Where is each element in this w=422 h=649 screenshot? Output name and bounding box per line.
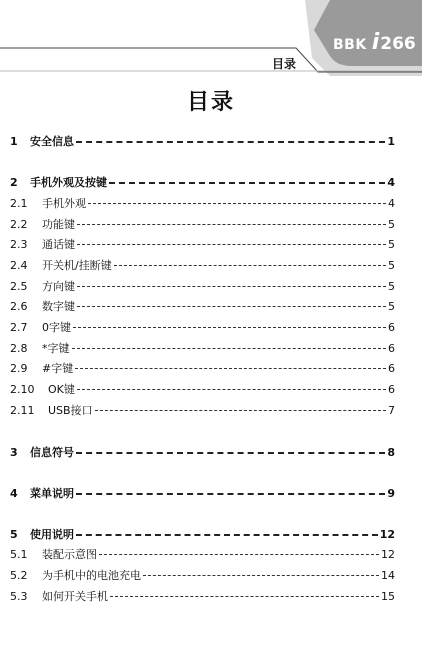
toc-entry-1[interactable]	[10, 133, 395, 149]
toc-page: 1	[387, 134, 395, 148]
toc-page: 4	[388, 196, 395, 210]
toc-number: 3	[10, 445, 18, 459]
toc-page: 5	[388, 299, 395, 313]
toc-page: 14	[381, 568, 395, 582]
toc-entry-2-1[interactable]	[10, 195, 395, 211]
toc-page: 5	[388, 237, 395, 251]
toc-title: #字键	[42, 362, 74, 375]
toc-entry-2-3[interactable]	[10, 236, 395, 252]
toc-leader	[114, 265, 386, 266]
toc-entry-5[interactable]	[10, 526, 395, 542]
toc-leader	[109, 182, 385, 184]
toc-leader	[95, 410, 386, 411]
toc-number: 2.6	[10, 299, 28, 313]
toc-number: 5.3	[10, 589, 28, 603]
toc-title: 安全信息	[30, 135, 74, 148]
toc-page: 9	[387, 486, 395, 500]
toc-page: 12	[381, 547, 395, 561]
toc-leader	[110, 596, 379, 597]
toc-number: 4	[10, 486, 18, 500]
toc-entry-2-7[interactable]	[10, 319, 395, 335]
toc-title: 数字键	[42, 300, 75, 313]
toc-entry-2-5[interactable]	[10, 278, 395, 294]
toc-title: 菜单说明	[30, 487, 74, 500]
toc-number: 5.1	[10, 547, 28, 561]
toc-leader	[77, 224, 386, 225]
toc-entry-2-9[interactable]	[10, 360, 395, 376]
toc-entry-3[interactable]	[10, 444, 395, 460]
toc-title: 开关机/挂断键	[42, 259, 112, 272]
brand-model: 266	[380, 34, 416, 54]
brand-logo	[333, 30, 416, 55]
toc-title: 为手机中的电池充电	[42, 569, 141, 582]
toc-number: 2.1	[10, 196, 28, 210]
toc-leader	[99, 554, 379, 555]
toc-title: *字键	[42, 342, 70, 355]
toc-title: 使用说明	[30, 528, 74, 541]
toc-leader	[77, 306, 386, 307]
toc-page: 5	[388, 258, 395, 272]
toc-leader	[77, 244, 386, 245]
toc-entry-5-3[interactable]	[10, 588, 395, 604]
toc-number: 2.8	[10, 341, 28, 355]
toc-page: 6	[388, 320, 395, 334]
toc-page: 5	[388, 217, 395, 231]
toc-title: 通话键	[42, 238, 75, 251]
toc-leader	[77, 286, 386, 287]
toc-leader	[75, 368, 386, 369]
toc-title: USB接口	[48, 404, 93, 417]
toc-title: 手机外观	[42, 197, 86, 210]
toc-number: 2.7	[10, 320, 28, 334]
toc-page: 7	[388, 403, 395, 417]
page-title: 目录	[186, 90, 235, 115]
toc-number: 5	[10, 527, 18, 541]
toc-page: 5	[388, 279, 395, 293]
toc-title: OK键	[48, 383, 75, 396]
toc-title: 信息符号	[30, 446, 74, 459]
toc-number: 5.2	[10, 568, 28, 582]
toc-page: 15	[381, 589, 395, 603]
toc-leader	[73, 327, 386, 328]
toc-entry-2-8[interactable]	[10, 340, 395, 356]
toc-leader	[72, 348, 387, 349]
toc-number: 1	[10, 134, 18, 148]
brand-name: BBK	[333, 37, 367, 53]
toc-number: 2.4	[10, 258, 28, 272]
toc-entry-5-1[interactable]	[10, 546, 395, 562]
toc-number: 2.10	[10, 382, 35, 396]
toc-page: 6	[388, 361, 395, 375]
toc-entry-2-4[interactable]	[10, 257, 395, 273]
toc-entry-2-10[interactable]	[10, 381, 395, 397]
toc-entry-4[interactable]	[10, 485, 395, 501]
toc-page: 6	[388, 341, 395, 355]
toc-page: 4	[387, 175, 395, 189]
toc-entry-2-2[interactable]	[10, 216, 395, 232]
toc-number: 2.3	[10, 237, 28, 251]
toc-entry-2-6[interactable]	[10, 298, 395, 314]
toc-entry-2-11[interactable]	[10, 402, 395, 418]
page-header	[0, 0, 422, 80]
toc-page: 6	[388, 382, 395, 396]
toc-leader	[76, 141, 385, 143]
toc-title: 如何开关手机	[42, 590, 108, 603]
toc-number: 2.9	[10, 361, 28, 375]
toc-entry-5-2[interactable]	[10, 567, 395, 583]
toc-number: 2.2	[10, 217, 28, 231]
toc-leader	[76, 493, 385, 495]
toc-leader	[143, 575, 379, 576]
toc-number: 2.11	[10, 403, 35, 417]
toc-leader	[77, 389, 386, 390]
toc-title: 手机外观及按键	[30, 176, 107, 189]
toc-title: 功能键	[42, 218, 75, 231]
toc-leader	[76, 534, 378, 536]
toc-entry-2[interactable]	[10, 174, 395, 190]
toc-page: 12	[379, 527, 395, 541]
toc-leader	[88, 203, 386, 204]
toc-page: 8	[387, 445, 395, 459]
brand-i: i	[371, 30, 380, 55]
toc-title: 方向键	[42, 280, 75, 293]
toc-number: 2	[10, 175, 18, 189]
toc-title: 0字键	[42, 321, 71, 334]
section-label: 目录	[271, 57, 296, 71]
toc-number: 2.5	[10, 279, 28, 293]
toc-leader	[76, 452, 385, 454]
toc-title: 装配示意图	[42, 548, 97, 561]
